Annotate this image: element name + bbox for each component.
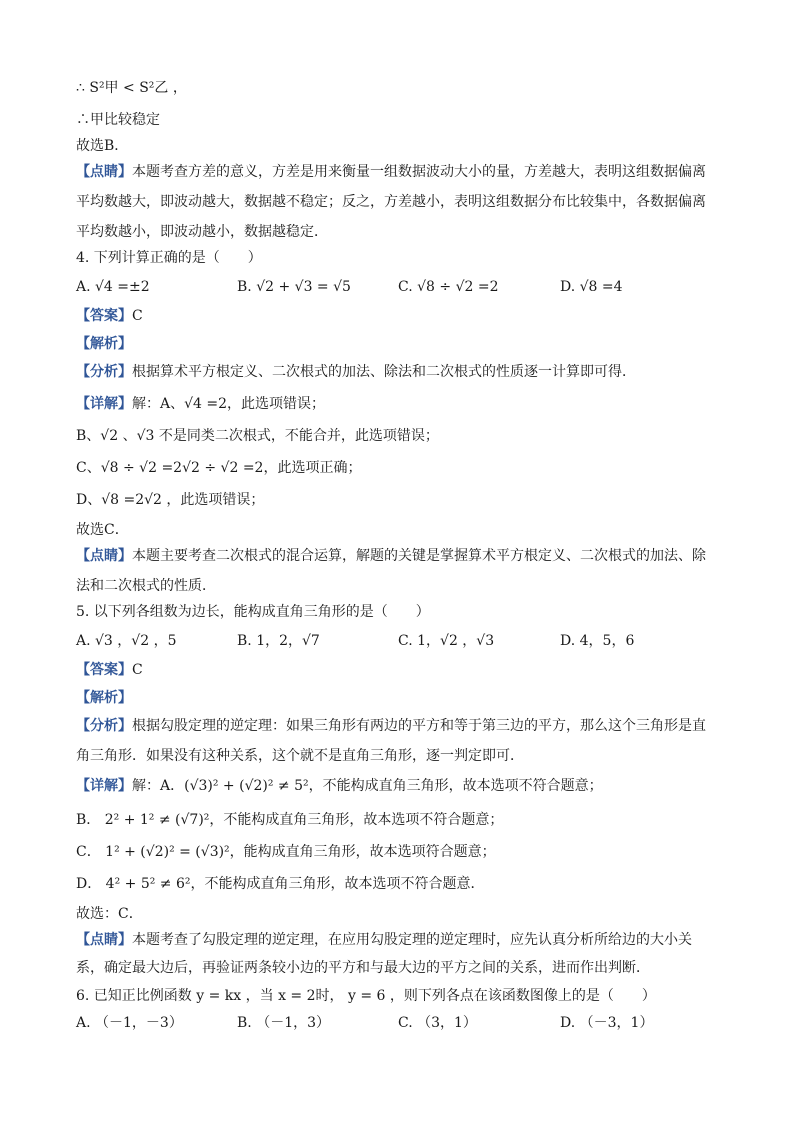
fenxi-text-2: 角三角形．如果没有这种关系，这个就不是直角三角形，逐一判定即可． xyxy=(76,748,524,764)
comment-block xyxy=(76,546,726,566)
answer-line xyxy=(76,306,726,326)
comment-tag: 【点睛】 xyxy=(76,548,132,564)
choose-line: 故选C． xyxy=(76,522,129,538)
comment-block xyxy=(76,930,726,950)
comment-text: 本题考查了勾股定理的逆定理，在应用勾股定理的逆定理时，应先认真分析所给边的大小关 xyxy=(132,932,692,948)
comment-text-3: 平均数越小，即波动越小，数据越稳定． xyxy=(76,224,328,240)
analysis-line xyxy=(76,362,726,382)
fenxi-text: 根据勾股定理的逆定理：如果三角形有两边的平方和等于第三边的平方，那么这个三角形是直 xyxy=(132,718,706,734)
conclusion-line: ∴甲比较稳定 xyxy=(76,112,160,128)
choose-line: 故选B． xyxy=(76,138,129,154)
detail-line-b: B、√2 、√3 不是同类二次根式，不能合并，此选项错误； xyxy=(76,428,439,444)
comment-tag: 【点睛】 xyxy=(76,932,132,948)
comment-text-2: 系，确定最大边后，再验证两条较小边的平方和与最大边的平方之间的关系，进而作出判断． xyxy=(76,960,650,976)
option-a: A. √3 ，√2 ，5 xyxy=(76,633,177,649)
answer-tag: 【答案】 xyxy=(76,308,132,324)
comment-text: 本题考查方差的意义，方差是用来衡量一组数据波动大小的量，方差越大，表明这组数据偏离 xyxy=(132,164,706,180)
question-6-options xyxy=(76,1012,726,1034)
choose-line: 故选：C． xyxy=(76,906,143,922)
answer-value: C xyxy=(132,308,143,324)
option-d: D. √8 =4 xyxy=(560,279,623,295)
detail-line-d: D、√8 =2√2 ，此选项错误； xyxy=(76,492,265,508)
detail-line-c: C、√8 ÷ √2 =2√2 ÷ √2 =2，此选项正确； xyxy=(76,460,362,476)
question-6-stem: 6. 已知正比例函数 y = kx ，当 x = 2时， y = 6 ，则下列各点在该函数图像上的是（ ） xyxy=(76,988,656,1004)
option-a: A. （－1，－3） xyxy=(76,1015,183,1031)
option-b: B. 1，2，√7 xyxy=(237,633,320,649)
analysis-tag: 【解析】 xyxy=(76,336,132,352)
option-d: D. （－3，1） xyxy=(560,1015,654,1031)
fenxi-text: 根据算术平方根定义、二次根式的加法、除法和二次根式的性质逐一计算即可得． xyxy=(132,364,636,380)
option-b: B. （－1，3） xyxy=(237,1015,331,1031)
option-b: B. √2 + √3 = √5 xyxy=(237,279,351,295)
detail-text-a: 解：A、√4 =2，此选项错误； xyxy=(132,396,326,412)
detail-tag: 【详解】 xyxy=(76,396,132,412)
question-4-stem: 4. 下列计算正确的是（ ） xyxy=(76,250,262,266)
option-c: C. （3，1） xyxy=(398,1015,477,1031)
comment-text: 本题主要考查二次根式的混合运算，解题的关键是掌握算术平方根定义、二次根式的加法、除 xyxy=(132,548,706,564)
comment-text-2: 法和二次根式的性质． xyxy=(76,578,216,594)
fenxi-tag: 【分析】 xyxy=(76,718,132,734)
option-a: A. √4 =±2 xyxy=(76,279,150,295)
detail-line-d: D． 4² + 5² ≠ 6²，不能构成直角三角形，故本选项不符合题意． xyxy=(76,876,485,892)
variance-inequality: ∴ S²甲 < S²乙 ， xyxy=(76,80,187,96)
comment-tag: 【点睛】 xyxy=(76,164,132,180)
detail-line-b: B． 2² + 1² ≠ (√7)²，不能构成直角三角形，故本选项不符合题意； xyxy=(76,812,504,828)
question-5-options xyxy=(76,630,726,652)
detail-text-a: 解：A．(√3)² + (√2)² ≠ 5²，不能构成直角三角形，故本选项不符合题意； xyxy=(132,778,603,794)
detail-line-a xyxy=(76,776,726,796)
fenxi-tag: 【分析】 xyxy=(76,364,132,380)
question-4-options xyxy=(76,276,726,298)
question-5-stem: 5. 以下列各组数为边长，能构成直角三角形的是（ ） xyxy=(76,604,430,620)
comment-block xyxy=(76,162,726,182)
detail-tag: 【详解】 xyxy=(76,778,132,794)
answer-value: C xyxy=(132,662,143,678)
detail-line-c: C． 1² + (√2)² = (√3)²，能构成直角三角形，故本选项符合题意； xyxy=(76,844,496,860)
answer-line xyxy=(76,660,726,680)
option-d: D. 4，5，6 xyxy=(560,633,635,649)
option-c: C. √8 ÷ √2 =2 xyxy=(398,279,499,295)
analysis-tag: 【解析】 xyxy=(76,690,132,706)
answer-tag: 【答案】 xyxy=(76,662,132,678)
option-c: C. 1，√2 ，√3 xyxy=(398,633,495,649)
detail-line-a xyxy=(76,394,726,414)
comment-text-2: 平均数越大，即波动越大，数据越不稳定；反之，方差越小，表明这组数据分布比较集中，各数据偏离 xyxy=(76,194,706,210)
analysis-line xyxy=(76,716,726,736)
